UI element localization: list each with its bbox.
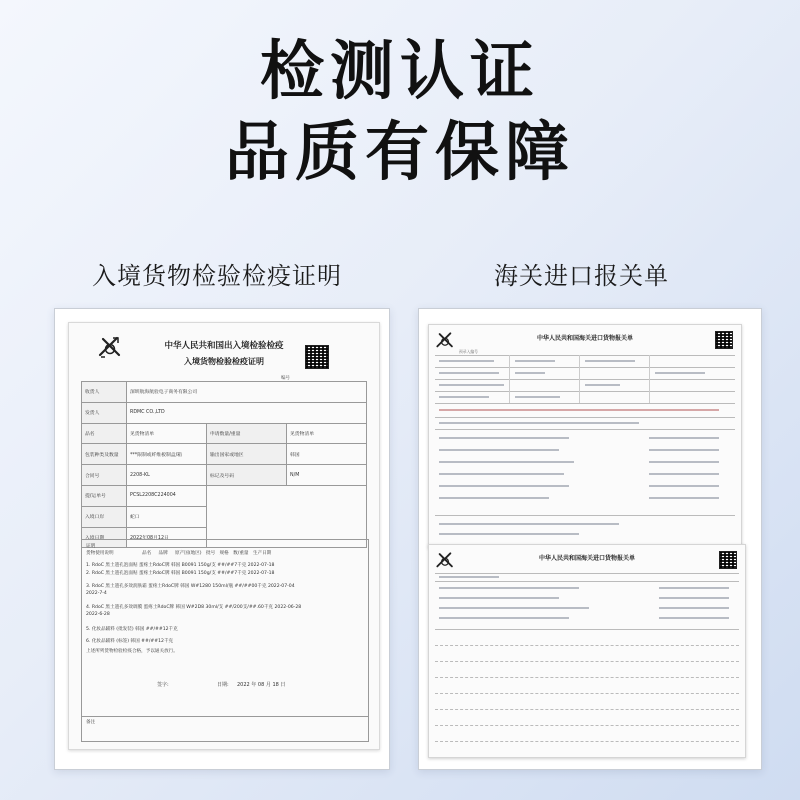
row-value: 2208-KL bbox=[127, 465, 207, 486]
row-value: 蛇口 bbox=[127, 506, 207, 527]
row-label-2: 标记及号码 bbox=[207, 465, 287, 486]
note-line: 2. RdoC 黑土遗孔泡面贴 蛋疼土RdoC牌 韩国 B0091 150g/支 ##/##7千克 2022-07-18 bbox=[86, 571, 275, 576]
customs-declaration-form-1 bbox=[428, 324, 742, 548]
note-line: 6. 化妆品辅料 (标签) 韩国 ##/##12千克 bbox=[86, 639, 174, 644]
row-label: 提/运单号 bbox=[82, 485, 127, 506]
note-line: 3. RdoC 黑土遗孔多效润肤霜 蛋疼土RdoC牌 韩国 W#1280 150ml/瓶 ##/##00千克 2022-07-04 bbox=[86, 584, 295, 589]
table-row bbox=[82, 485, 367, 506]
row-value: 深圳航海航验电子商务有限公司 bbox=[127, 382, 367, 403]
qr-code-icon bbox=[715, 331, 733, 349]
certificate-title: 中华人民共和国出入境检验检疫 bbox=[164, 341, 284, 351]
row-label: 包装种类及数量 bbox=[82, 444, 127, 465]
remark-box bbox=[81, 715, 369, 742]
date-label: 日期: bbox=[217, 682, 229, 688]
note-line: 5. 化妆品辅料 (批发装) 韩国 ##/##12千克 bbox=[86, 627, 178, 632]
row-label: 发货人 bbox=[82, 402, 127, 423]
customs-declaration-form-2 bbox=[428, 544, 746, 758]
form-subtitle: 预录入编号 bbox=[459, 349, 478, 354]
signature-label: 签字: bbox=[157, 682, 169, 688]
inspection-certificate bbox=[68, 322, 380, 750]
row-value-2: 见货物清单 bbox=[287, 423, 367, 444]
row-label-2: 申请数量/重量 bbox=[207, 423, 287, 444]
row-label: 品名 bbox=[82, 423, 127, 444]
table-row bbox=[82, 382, 367, 403]
row-value: 2022年08月12日 bbox=[127, 527, 207, 548]
row-label: 入境日期 bbox=[82, 527, 127, 548]
certificate-subtitle: 入境货物检验检疫证明 bbox=[184, 357, 264, 366]
note-line: 2022-6-28 bbox=[86, 612, 110, 617]
form-title: 中华人民共和国海关进口货物报关单 bbox=[536, 335, 633, 342]
row-label: 入境口岸 bbox=[82, 506, 127, 527]
note-line: 上述所列货物检验检疫合格，予以通关放行。 bbox=[86, 649, 178, 654]
notes-header: 品名 品牌 原产国(地区) 批号 规格 数/重量 生产日期 bbox=[142, 551, 272, 556]
caption-customs-declaration: 海关进口报关单 bbox=[494, 262, 669, 290]
table-row bbox=[82, 465, 367, 486]
headline-line-2: 品质有保障 bbox=[225, 116, 575, 190]
row-value-2: 韩国 bbox=[287, 444, 367, 465]
certificate-table bbox=[81, 381, 367, 548]
remark-label: 备注 bbox=[86, 720, 96, 725]
table-row bbox=[82, 444, 367, 465]
caption-inspection-certificate: 入境货物检验检疫证明 bbox=[92, 262, 342, 290]
row-value: 见货物清单 bbox=[127, 423, 207, 444]
row-value: PCSL2208C224004 bbox=[127, 485, 207, 506]
row-value: RDMC CO.,LTD bbox=[127, 402, 367, 423]
row-label-2: 输出国家或地区 bbox=[207, 444, 287, 465]
notes-sub: 货物使用说明 bbox=[86, 551, 114, 556]
form-title: 中华人民共和国海关进口货物报关单 bbox=[538, 555, 635, 562]
certificate-notes bbox=[81, 539, 369, 717]
certificate-number-label: 编号 bbox=[281, 376, 290, 381]
note-line: 1. RdoC 黑土遗孔泡面贴 蛋疼土RdoC牌 韩国 B0091 150g/支 ##/##7千克 2022-07-18 bbox=[86, 563, 275, 568]
date-value: 2022 年 08 月 18 日 bbox=[237, 682, 286, 688]
row-value: ***限制或纤维板制盒/箱 bbox=[127, 444, 207, 465]
note-line: 2022-7-4 bbox=[86, 591, 107, 596]
qr-code-icon bbox=[719, 551, 737, 569]
note-line: 4. RdoC 黑土遗孔多效调膜 蛋疼土RdoC牌 韩国 W#2D8 30ml/支 ##/200支/##.60千克 2022-06-28 bbox=[86, 605, 302, 610]
qr-code-icon bbox=[305, 345, 329, 369]
table-row bbox=[82, 423, 367, 444]
row-label: 合同号 bbox=[82, 465, 127, 486]
notes-label: 证明 bbox=[86, 544, 96, 549]
headline-line-1: 检测认证 bbox=[260, 35, 540, 109]
row-label: 收货人 bbox=[82, 382, 127, 403]
table-row bbox=[82, 402, 367, 423]
row-value-2: N/M bbox=[287, 465, 367, 486]
